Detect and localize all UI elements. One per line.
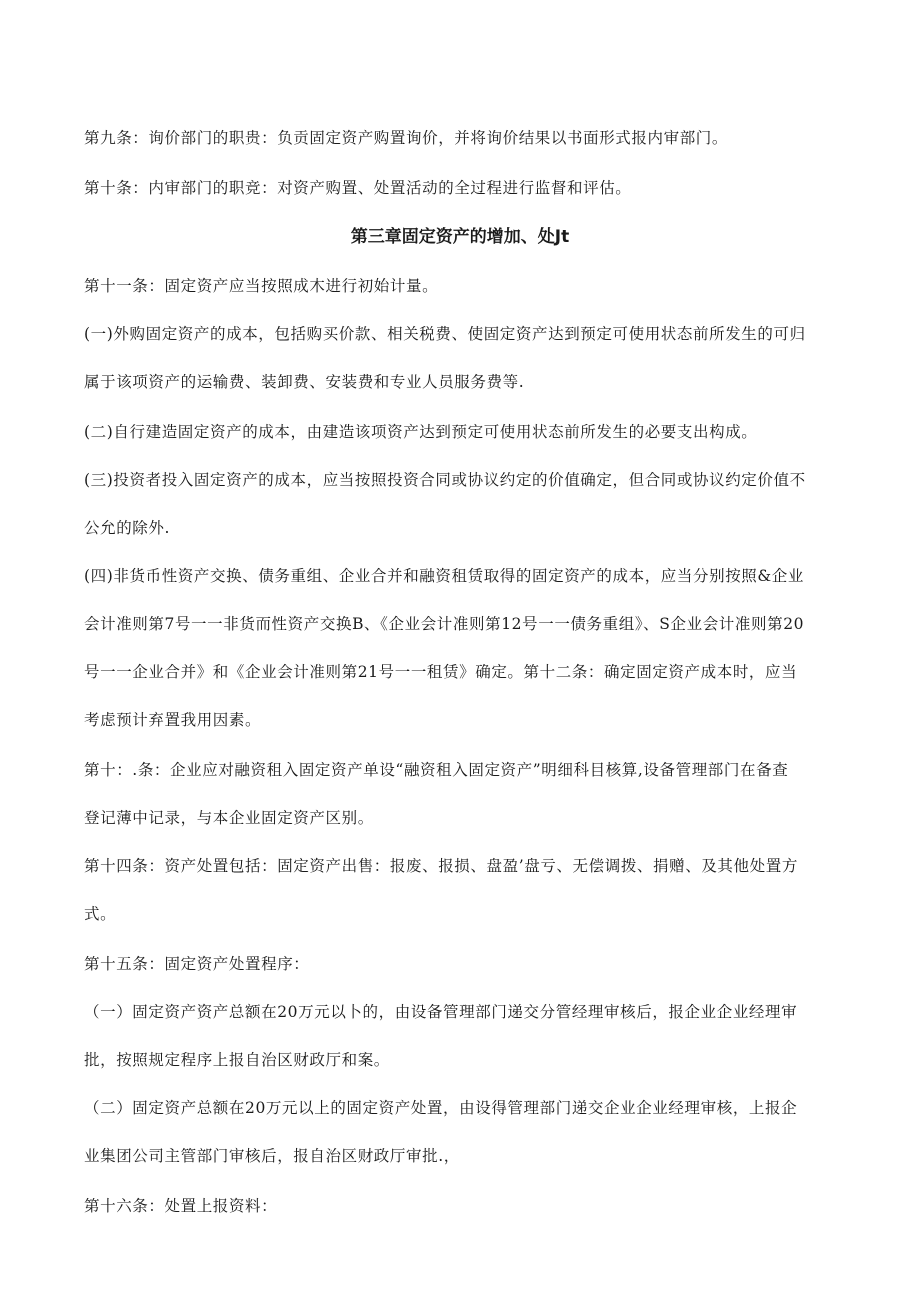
- procedure-1-line-1: （一）固定资产资产总额在20万元以卜的，由设备管理部门递交分管经理审核后，报企业企业经理审: [84, 1003, 798, 1021]
- clause-3-line-1: (三)投资者投入固定资产的成本，应当按照投资合同或协议约定的价值确定，但合同或协议约定价值不: [84, 471, 806, 489]
- article-13-line-1: 第十：.条：企业应对融资租入固定资产单设“融资租入固定资产”明细科目核算,设备管理部门在备查: [84, 761, 789, 779]
- clause-2-line: (二)自行建造固定资产的成本，由建造该项资产达到预定可使用状态前所发生的必要支出构成。: [84, 423, 758, 441]
- article-13-line-2: 登记薄中记录，与本企业固定资产区别。: [84, 809, 374, 827]
- clause-4-line-3: 号一一企业合并》和《企业会计准则第21号一一租赁》确定。第十二条：确定固定资产成本时，应当: [84, 663, 798, 681]
- clause-3-line-2: 公允的除外.: [84, 519, 171, 537]
- procedure-1-line-2: 批，按照规定程序上报自治区财政厅和案。: [84, 1051, 390, 1069]
- clause-1-line-2: 属于该项资产的运输费、装卸费、安装费和专业人员服务费等.: [84, 373, 525, 391]
- procedure-2-line-2: 业集团公司主管部门审核后，报自治区财政厅审批.，: [84, 1147, 460, 1165]
- clause-4-line-2: 会计准则第7号一一非货而性资产交换B、《企业会计准则第12号一一债务重组》、S企业会计准则第20: [84, 615, 805, 633]
- clause-4-line-1: (四)非货币性资产交换、债务重组、企业合并和融资租赁取得的固定资产的成本，应当分别按照&企业: [84, 567, 804, 585]
- article-9-line: 第九条：询价部门的职贵：负贡固定资产购置询价，并将询价结果以书面形式报内审部门。: [84, 129, 729, 147]
- procedure-2-line-1: （二）固定资产总额在20万元以上的固定资产处置，由设得管理部门递交企业企业经理审核，上报企: [84, 1099, 798, 1117]
- article-15-line: 第十五条：固定资产处置程序：: [84, 955, 310, 973]
- article-11-line: 第十一条：固定资产应当按照成木进行初始计量。: [84, 277, 439, 295]
- article-16-line: 第十六条：处置上报资料：: [84, 1197, 278, 1215]
- clause-1-line-1: (一)外购固定资产的成本，包括购买价款、相关税费、使固定资产达到预定可使用状态前所发生的可归: [84, 325, 806, 343]
- chapter-heading: 第三章固定资产的增加、处Jt: [350, 227, 570, 247]
- article-14-line-1: 第十四条：资产处置包括：固定资产出售：报废、报损、盘盈’盘亏、无偿调拨、捐赠、及其他处置方: [84, 857, 798, 875]
- article-14-line-2: 式。: [84, 905, 117, 923]
- article-12-line: 考虑预计弃置我用因素。: [84, 711, 262, 729]
- article-10-line: 第十条：内审部门的职竞：对资产购置、处置活动的全过程进行监督和评估。: [84, 179, 632, 197]
